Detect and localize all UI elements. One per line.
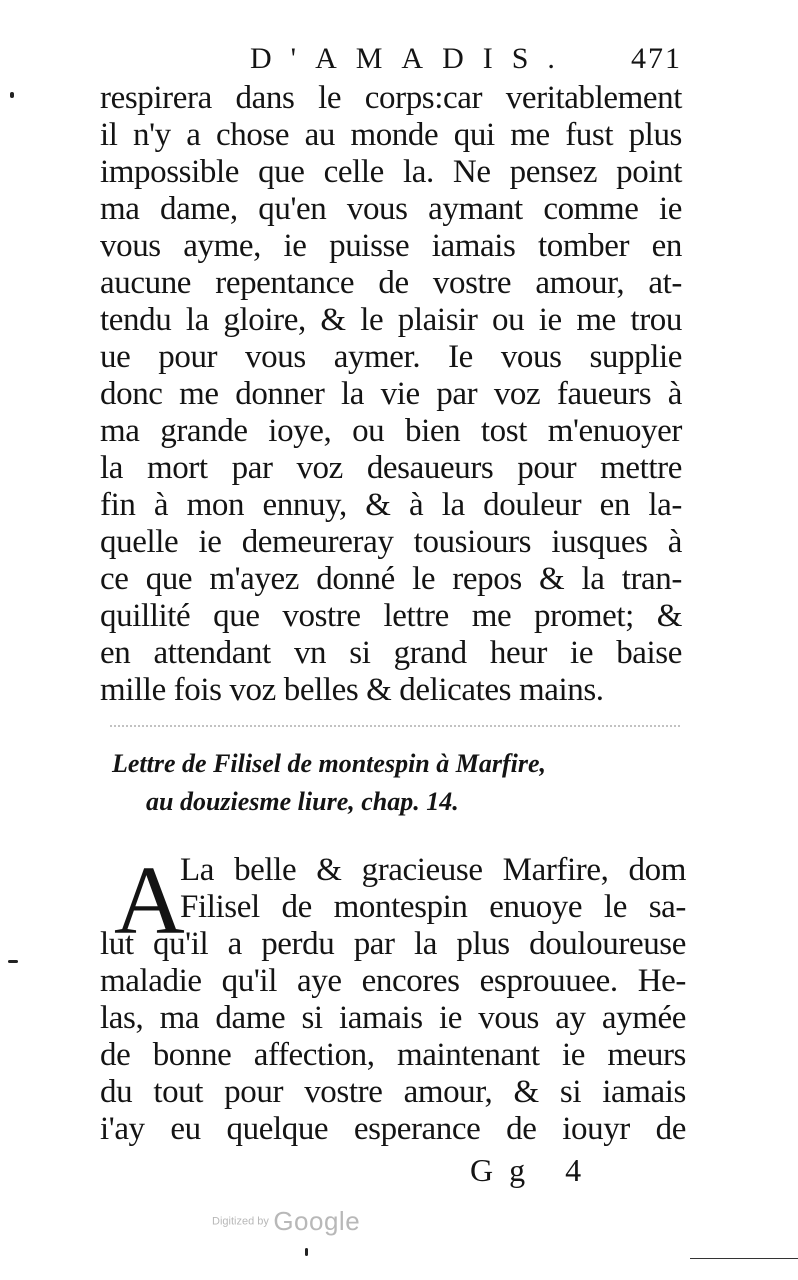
text-line: la mort par voz desaueurs pour mettre (100, 450, 682, 486)
text-line: ce que m'ayez donné le repos & la tran- (100, 561, 682, 597)
text-line: respirera dans le corps:car veritablement (100, 80, 682, 116)
text-line: quelle ie demeureray tousiours iusques à (100, 524, 682, 560)
digitization-watermark (212, 1206, 360, 1237)
text-line: maladie qu'il aye encores esprouuee. He- (100, 963, 686, 999)
text-line: lut qu'il a perdu par la plus douloureuse (100, 926, 686, 962)
text-line: las, ma dame si iamais ie vous ay aymée (100, 1000, 686, 1036)
letter-body (100, 847, 686, 1148)
margin-speck (305, 1248, 308, 1256)
running-title: D'AMADIS. (250, 42, 574, 75)
text-line: du tout pour vostre amour, & si iamais (100, 1074, 686, 1110)
margin-speck (10, 92, 14, 98)
margin-speck (8, 960, 18, 963)
text-line: Filisel de montespin enuoye le sa- (180, 889, 686, 925)
text-line: La belle & gracieuse Marfire, dom (180, 852, 686, 888)
text-line: en attendant vn si grand heur ie baise (100, 635, 682, 671)
text-line: quillité que vostre lettre me promet; & (100, 598, 682, 634)
text-line: ma grande ioye, ou bien tost m'enuoyer (100, 413, 682, 449)
page-number: 471 (631, 42, 682, 75)
text-line: ma dame, qu'en vous aymant comme ie (100, 191, 682, 227)
text-line: i'ay eu quelque esperance de iouyr de (100, 1111, 686, 1147)
letter-heading (112, 745, 672, 821)
text-line: tendu la gloire, & le plaisir ou ie me trou (100, 302, 682, 338)
letter-heading-line: au douziesme liure, chap. 14. (146, 787, 459, 816)
text-line: mille fois voz belles & delicates mains. (100, 672, 604, 708)
text-line: vous ayme, ie puisse iamais tomber en (100, 228, 682, 264)
body-text (100, 80, 682, 709)
scan-edge-line (690, 1258, 798, 1259)
letter-heading-line: Lettre de Filisel de montespin à Marfire, (112, 749, 547, 778)
drop-cap: A (114, 847, 185, 955)
watermark-prefix: Digitized by (212, 1215, 269, 1228)
page-header (250, 42, 690, 82)
text-line: de bonne affection, maintenant ie meurs (100, 1037, 686, 1073)
signature-mark: Gg 4 (470, 1152, 598, 1188)
text-line: il n'y a chose au monde qui me fust plus (100, 117, 682, 153)
watermark-logo: Google (273, 1206, 361, 1236)
text-line: donc me donner la vie par voz faueurs à (100, 376, 682, 412)
text-line: impossible que celle la. Ne pensez point (100, 154, 682, 190)
section-divider (110, 725, 680, 727)
text-line: aucune repentance de vostre amour, at- (100, 265, 682, 301)
text-line: fin à mon ennuy, & à la douleur en la- (100, 487, 682, 523)
text-line: ue pour vous aymer. Ie vous supplie (100, 339, 682, 375)
